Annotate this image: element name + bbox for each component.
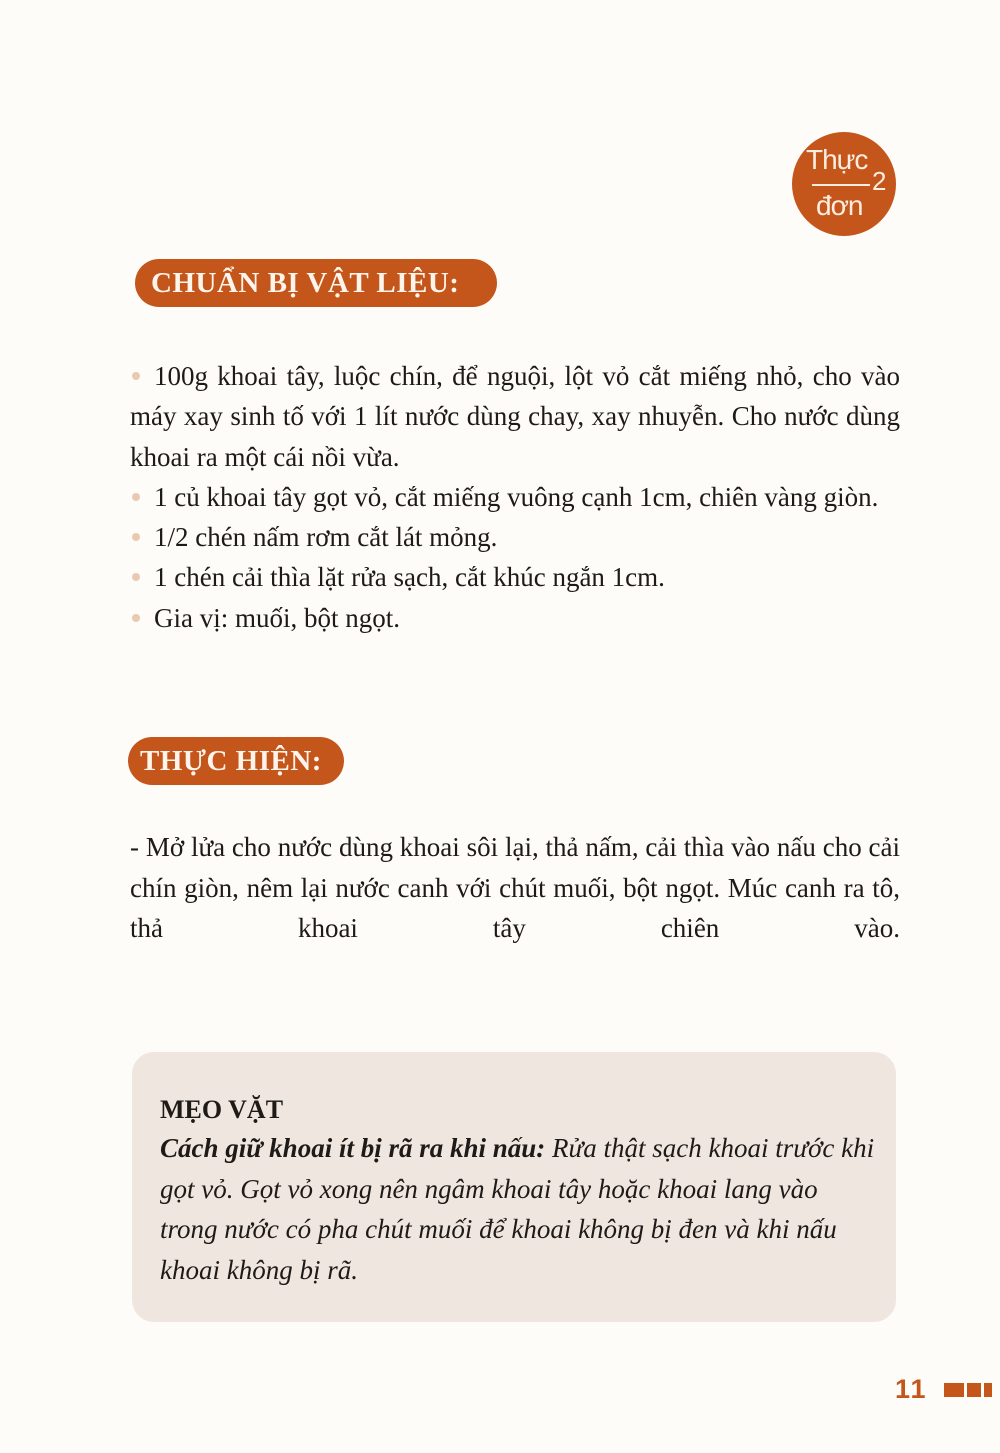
ingredient-text: 1 củ khoai tây gọt vỏ, cắt miếng vuông cạnh 1cm, chiên vàng giòn. xyxy=(154,481,879,512)
tip-text xyxy=(160,1128,880,1290)
ingredient-text: 1 chén cải thìa lặt rửa sạch, cắt khúc ngắn 1cm. xyxy=(154,562,665,593)
list-item xyxy=(130,356,900,477)
page-marker-block xyxy=(984,1383,992,1397)
badge-word-don: đơn xyxy=(816,190,863,221)
badge-menu-number: 2 xyxy=(872,166,887,196)
bullet-dot-icon xyxy=(132,614,140,622)
list-item xyxy=(130,598,900,638)
bullet-dot-icon xyxy=(132,533,140,541)
method-heading: THỰC HIỆN: xyxy=(128,737,344,785)
tip-title: MẸO VẶT xyxy=(160,1095,284,1124)
badge-divider xyxy=(812,184,870,186)
ingredient-text: 1/2 chén nấm rơm cắt lát mỏng. xyxy=(154,522,498,553)
list-item xyxy=(130,517,900,557)
ingredient-text: 100g khoai tây, luộc chín, để nguội, lột vỏ cắt miếng nhỏ, cho vào máy xay sinh tố với 1 lít nước dùng chay, xay nhuyễn. Cho nước dùng khoai ra một cái nồi vừa. xyxy=(130,361,900,472)
list-item xyxy=(130,557,900,597)
tip-lead: Cách giữ khoai ít bị rã ra khi nấu: xyxy=(160,1133,546,1163)
ingredients-heading: CHUẨN BỊ VẬT LIỆU: xyxy=(135,259,497,307)
bullet-dot-icon xyxy=(132,493,140,501)
bullet-dot-icon xyxy=(132,372,140,380)
badge-word-thuc: Thực xyxy=(806,144,868,175)
method-text: - Mở lửa cho nước dùng khoai sôi lại, thả nấm, cải thìa vào nấu cho cải chín giòn, nêm lại nước canh với chút muối, bột ngọt. Múc canh ra tô, thả khoai tây chiên vào. xyxy=(130,832,900,943)
page-number: 11 xyxy=(895,1374,928,1404)
tip-box xyxy=(132,1052,896,1322)
bullet-dot-icon xyxy=(132,573,140,581)
menu-badge xyxy=(792,132,896,236)
list-item xyxy=(130,477,900,517)
tip-body: Rửa thật sạch khoai trước khi gọt vỏ. Gọt vỏ xong nên ngâm khoai tây hoặc khoai lang vào trong nước có pha chút muối để khoai không bị đen và khi nấu khoai không bị rã. xyxy=(160,1133,875,1285)
ingredients-list xyxy=(130,356,900,638)
ingredient-text: Gia vị: muối, bột ngọt. xyxy=(154,602,400,633)
page-marker-block xyxy=(944,1383,964,1397)
page-marker-block xyxy=(967,1383,981,1397)
